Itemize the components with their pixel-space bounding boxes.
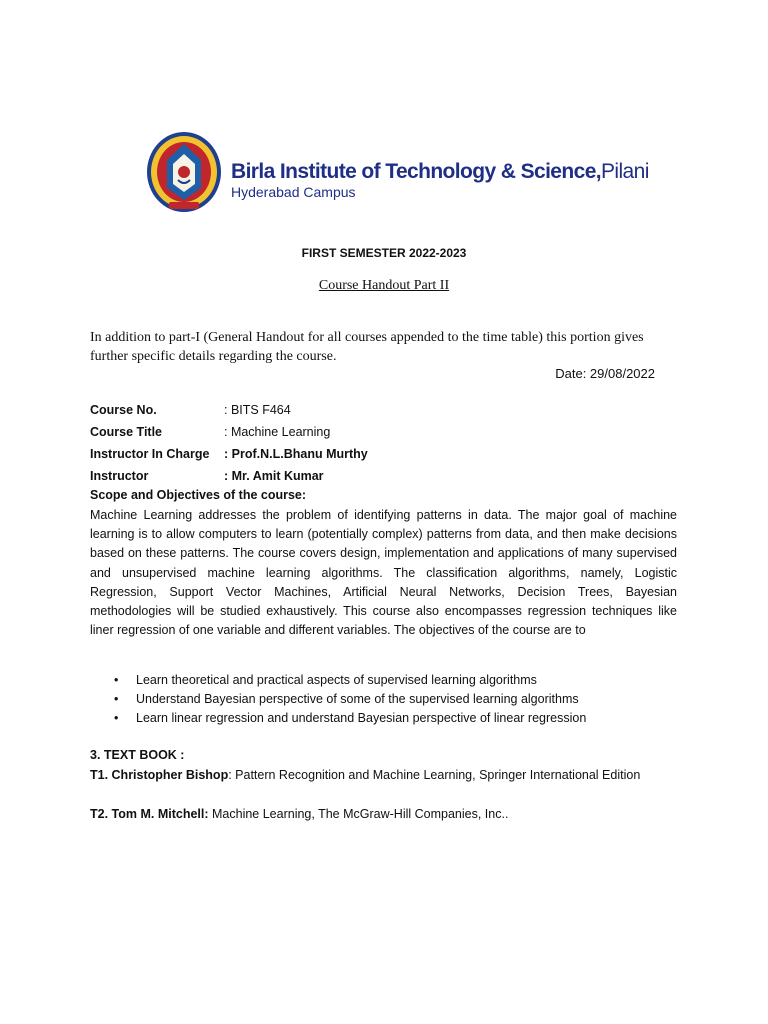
objective-text: Learn linear regression and understand Bayesian perspective of linear regression [136,711,587,725]
course-number-value: : BITS F464 [224,403,291,417]
textbook-text: Pattern Recognition and Machine Learning, Springer International Edition [231,768,641,782]
textbook-item [90,805,680,824]
institute-name [231,160,649,184]
instructor-label: Instructor [90,469,149,483]
semester-heading: FIRST SEMESTER 2022-2023 [301,246,467,260]
institute-name-main: Birla Institute of Technology & Science, [231,160,602,183]
instructor-in-charge-row [90,443,368,465]
course-number-label: Course No. [90,403,157,417]
course-title-label: Course Title [90,425,163,439]
handout-title: Course Handout Part II [318,278,450,293]
list-item [90,671,586,690]
textbook-separator: : [228,768,232,782]
bullet-icon: • [114,673,119,687]
instructor-in-charge-value: : Prof.N.L.Bhanu Murthy [224,447,368,461]
textbook-text: Machine Learning, The McGraw-Hill Companies, Inc.. [208,807,509,821]
institute-logo [145,130,649,226]
textbook-id: T2. Tom M. Mitchell: [90,807,209,821]
course-title-row [90,421,368,443]
list-item [90,709,586,728]
instructor-in-charge-label: Instructor In Charge [90,447,210,461]
intro-paragraph: In addition to part-I (General Handout for all courses appended to the time table) this portion gives further specific details regarding the course. [90,330,644,364]
bullet-icon: • [114,692,119,706]
campus-name: Hyderabad Campus [231,184,356,200]
course-info [90,399,368,487]
list-item [90,690,586,709]
document-date: Date: 29/08/2022 [555,366,655,381]
scope-paragraph: Machine Learning addresses the problem of identifying patterns in data. The major goal of machine learning is to allow computers to learn (potentially complex) patterns from data, and then make decisions based on these patterns. The course covers design, implementation and applications of many supervised and unsupervised machine learning algorithms. The classification algorithms, namely, Logistic Regression, Support Vector Machines, Artificial Neural Networks, Decision Trees, Bayesian methodologies will be studied exhaustively. This course also encompasses regression techniques like liner regression of one variable and different variables. The objectives of the course are to [90,508,677,638]
bits-seal-icon [145,130,223,218]
instructor-row [90,465,368,487]
course-title-value: : Machine Learning [224,425,331,439]
institute-name-suffix: Pilani [601,160,649,183]
instructor-value: : Mr. Amit Kumar [224,469,324,483]
scope-heading: Scope and Objectives of the course: [90,488,307,502]
course-number-row [90,399,368,421]
bullet-icon: • [114,711,119,725]
objectives-list [90,671,586,728]
textbook-id: T1. Christopher Bishop [90,768,229,782]
textbook-item [90,766,680,785]
textbook-heading: 3. TEXT BOOK : [90,748,185,762]
objective-text: Understand Bayesian perspective of some of the supervised learning algorithms [136,692,579,706]
objective-text: Learn theoretical and practical aspects of supervised learning algorithms [136,673,537,687]
